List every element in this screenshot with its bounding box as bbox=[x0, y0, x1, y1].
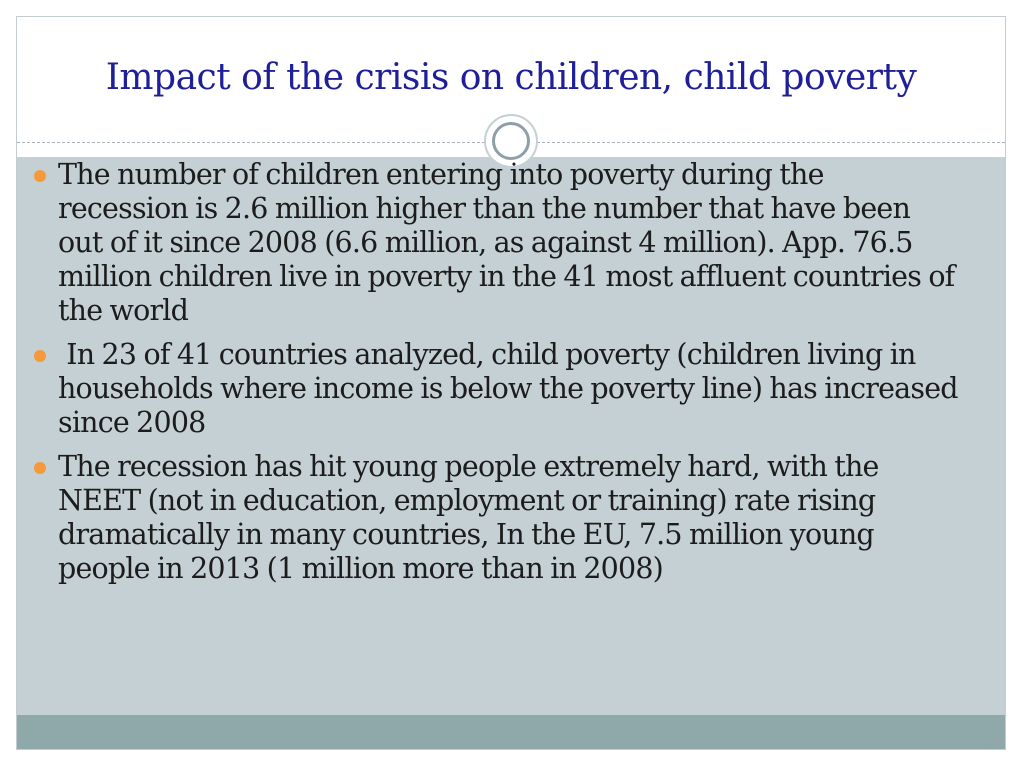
bullet-text: In 23 of 41 countries analyzed, child poverty (children living in households where income is below the poverty line) has increased since 2008 bbox=[58, 338, 965, 439]
bullet-dot-icon bbox=[34, 462, 46, 474]
circle-ornament-inner bbox=[492, 122, 530, 160]
bullet-item bbox=[30, 338, 965, 440]
slide-title: Impact of the crisis on children, child poverty bbox=[105, 57, 917, 98]
bullet-item bbox=[30, 158, 960, 328]
footer-bar bbox=[17, 715, 1005, 749]
bullet-text: The number of children entering into poverty during the recession is 2.6 million higher than the number that have been out of it since 2008 (6.6 million, as against 4 million). App. 76.5 million children live in poverty in the 41 most affluent countries of the world bbox=[58, 158, 955, 327]
bullet-dot-icon bbox=[34, 350, 46, 362]
bullet-item bbox=[30, 450, 960, 586]
bullet-dot-icon bbox=[34, 170, 46, 182]
bullet-text: The recession has hit young people extremely hard, with the NEET (not in education, employment or training) rate rising dramatically in many countries, In the EU, 7.5 million young people in 2013 (1 million more than in 2008) bbox=[58, 450, 879, 585]
bullet-list bbox=[30, 158, 965, 596]
